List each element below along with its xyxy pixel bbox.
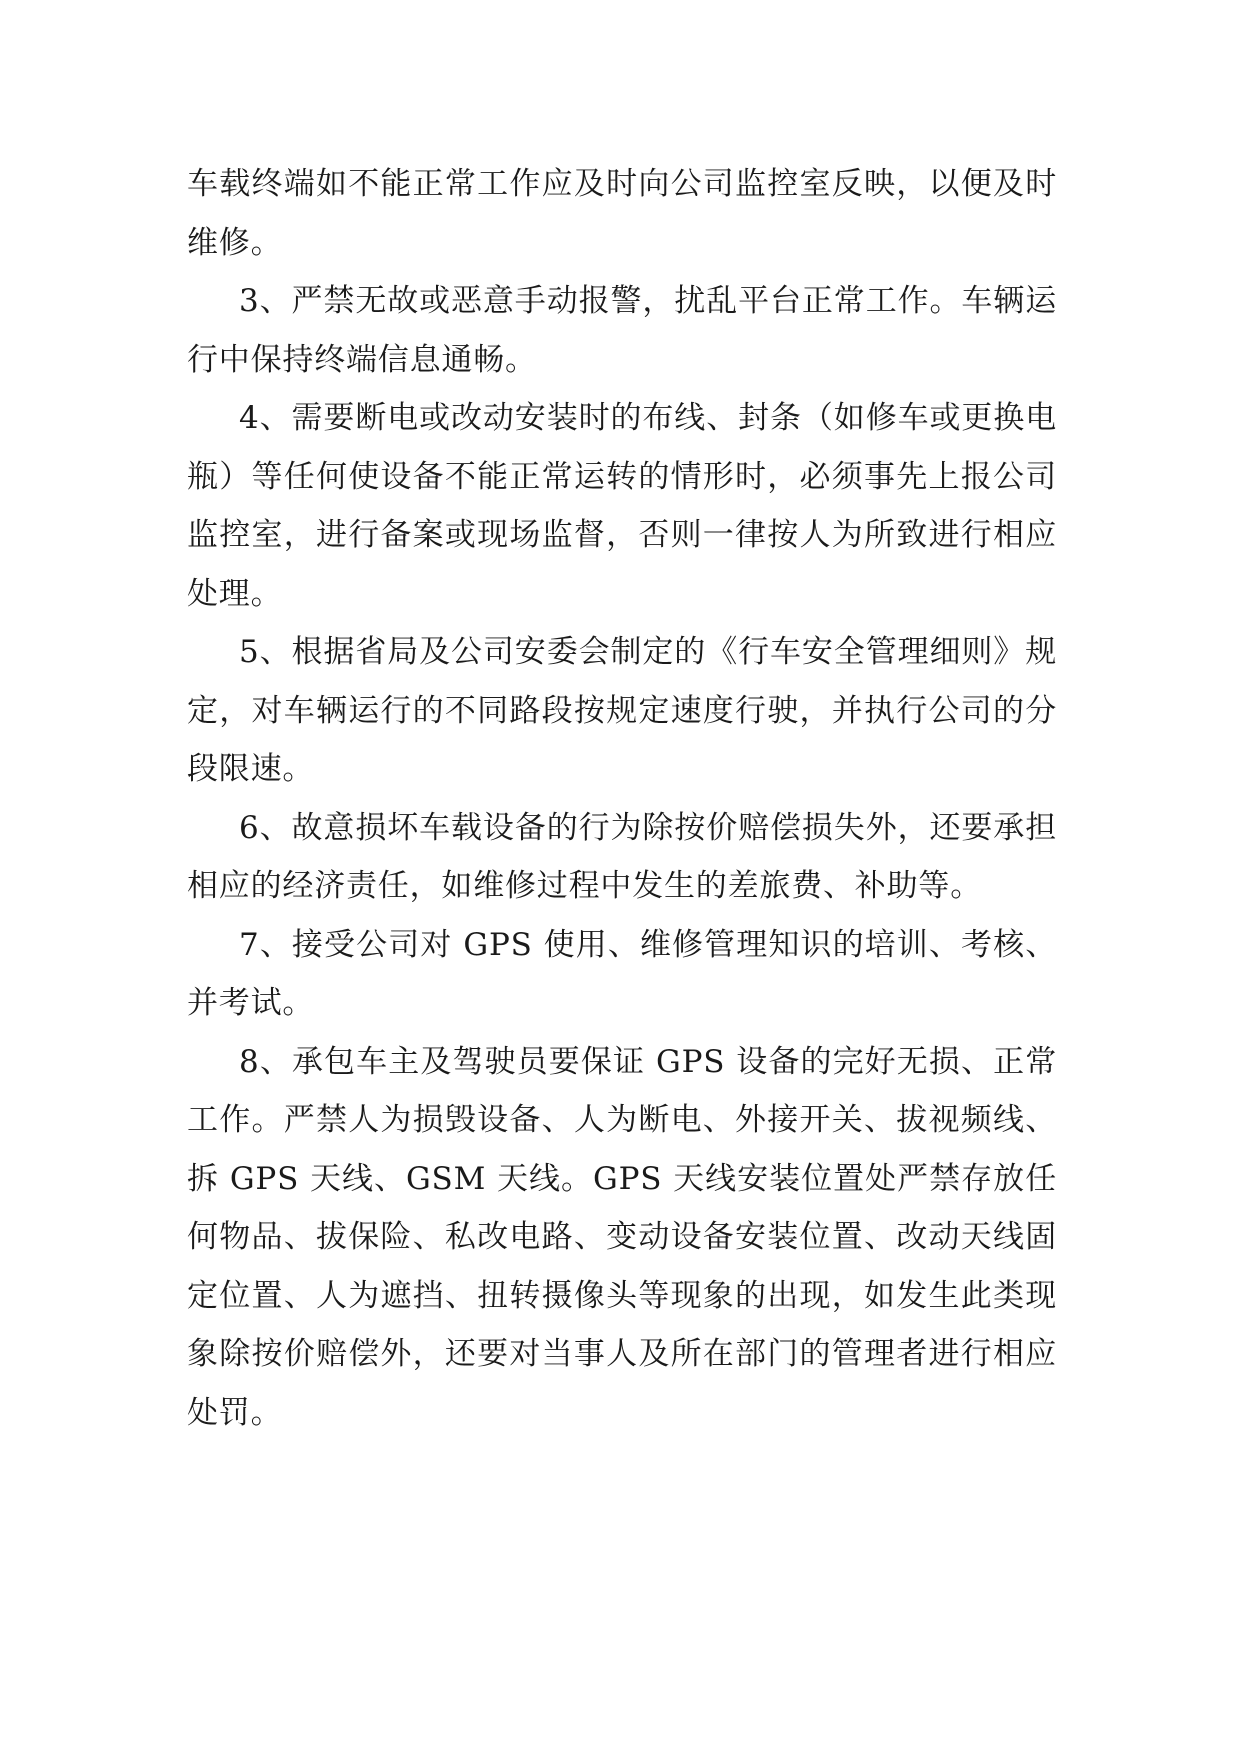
paragraph-item-8: 8、承包车主及驾驶员要保证 GPS 设备的完好无损、正常工作。严禁人为损毁设备、人为断电、外接开关、拔视频线、拆 GPS 天线、GSM 天线。GPS 天线安装位置处严禁存放任何物品、拔保险、私改电路、变动设备安装位置、改动天线固定位置、人为遮挡、扭转摄像头等现象的出现，如发生此类现象除按价赔偿外，还要对当事人及所在部门的管理者进行相应处罚。: [187, 1043, 1057, 1431]
paragraph-continuation: 车载终端如不能正常工作应及时向公司监控室反映，以便及时维修。: [187, 166, 1057, 261]
paragraph-item-4: 4、需要断电或改动安装时的布线、封条（如修车或更换电瓶）等任何使设备不能正常运转的情形时，必须事先上报公司监控室，进行备案或现场监督，否则一律按人为所致进行相应处理。: [187, 400, 1057, 612]
paragraph-item-5: 5、根据省局及公司安委会制定的《行车安全管理细则》规定，对车辆运行的不同路段按规定速度行驶，并执行公司的分段限速。: [187, 634, 1057, 787]
document-body: [187, 155, 1057, 1442]
paragraph-item-3: 3、严禁无故或恶意手动报警，扰乱平台正常工作。车辆运行中保持终端信息通畅。: [187, 283, 1057, 378]
paragraph-item-7: 7、接受公司对 GPS 使用、维修管理知识的培训、考核、并考试。: [187, 926, 1057, 1021]
paragraph-item-6: 6、故意损坏车载设备的行为除按价赔偿损失外，还要承担相应的经济责任，如维修过程中发生的差旅费、补助等。: [187, 809, 1057, 904]
